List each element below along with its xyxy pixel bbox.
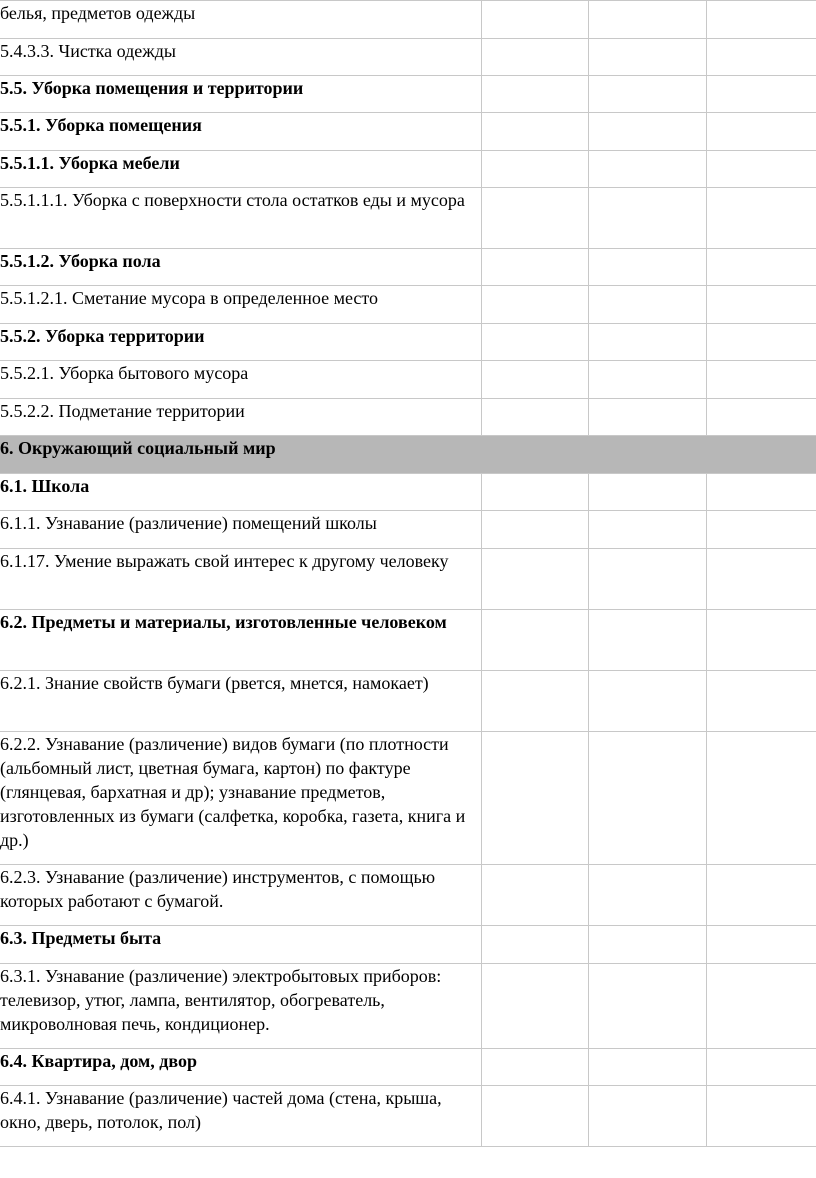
item-text-cell: 6.2.1. Знание свойств бумаги (рвется, мнется, намокает) bbox=[0, 671, 481, 732]
empty-cell bbox=[481, 113, 588, 151]
table-row bbox=[0, 39, 816, 76]
item-text-cell: 5.5.1.2.1. Сметание мусора в определенное место bbox=[0, 286, 481, 324]
item-text-cell: 6.1.17. Умение выражать свой интерес к другому человеку bbox=[0, 549, 481, 610]
table-row bbox=[0, 188, 816, 249]
curriculum-table-body bbox=[0, 1, 816, 1147]
section-title-cell: 6.1. Школа bbox=[0, 474, 481, 511]
empty-cell bbox=[706, 732, 816, 865]
empty-cell bbox=[706, 399, 816, 436]
table-row bbox=[0, 610, 816, 671]
empty-cell bbox=[706, 1086, 816, 1147]
item-text-cell: 6.2.2. Узнавание (различение) видов бумаги (по плотности (альбомный лист, цветная бумага, картон) по фактуре (глянцевая, бархатная и др); узнавание предметов, изготовленных из бумаги (салфетка, коробка, газета, книга и др.) bbox=[0, 732, 481, 865]
empty-cell bbox=[706, 113, 816, 151]
empty-cell bbox=[706, 188, 816, 249]
empty-cell bbox=[588, 732, 706, 865]
section-title-cell: 5.5.1.2. Уборка пола bbox=[0, 249, 481, 286]
empty-cell bbox=[706, 549, 816, 610]
empty-cell bbox=[481, 549, 588, 610]
empty-cell bbox=[481, 188, 588, 249]
empty-cell bbox=[481, 610, 588, 671]
empty-cell bbox=[706, 671, 816, 732]
empty-cell bbox=[706, 1, 816, 39]
empty-cell bbox=[481, 926, 588, 964]
empty-cell bbox=[706, 964, 816, 1049]
table-row bbox=[0, 399, 816, 436]
table-row bbox=[0, 76, 816, 113]
empty-cell bbox=[481, 399, 588, 436]
empty-cell bbox=[481, 1, 588, 39]
item-text-cell: белья, предметов одежды bbox=[0, 1, 481, 39]
item-text-cell: 6.1.1. Узнавание (различение) помещений школы bbox=[0, 511, 481, 549]
empty-cell bbox=[706, 610, 816, 671]
item-text-cell: 5.5.2.1. Уборка бытового мусора bbox=[0, 361, 481, 399]
item-text-cell: 6.3.1. Узнавание (различение) электробытовых приборов: телевизор, утюг, лампа, вентилятор, обогреватель, микроволновая печь, кондиционер. bbox=[0, 964, 481, 1049]
table-row bbox=[0, 286, 816, 324]
empty-cell bbox=[481, 964, 588, 1049]
table-row bbox=[0, 671, 816, 732]
empty-cell bbox=[706, 324, 816, 361]
empty-cell bbox=[588, 1, 706, 39]
empty-cell bbox=[588, 926, 706, 964]
table-row bbox=[0, 361, 816, 399]
table-row bbox=[0, 732, 816, 865]
item-text-cell: 6.4.1. Узнавание (различение) частей дома (стена, крыша, окно, дверь, потолок, пол) bbox=[0, 1086, 481, 1147]
section-title-cell: 6.3. Предметы быта bbox=[0, 926, 481, 964]
empty-cell bbox=[588, 188, 706, 249]
empty-cell bbox=[481, 249, 588, 286]
empty-cell bbox=[481, 39, 588, 76]
empty-cell bbox=[588, 511, 706, 549]
empty-cell bbox=[481, 286, 588, 324]
empty-cell bbox=[588, 964, 706, 1049]
section-header-row bbox=[0, 436, 816, 474]
empty-cell bbox=[481, 511, 588, 549]
item-text-cell: 6.2.3. Узнавание (различение) инструментов, с помощью которых работают с бумагой. bbox=[0, 865, 481, 926]
section-title-cell: 5.5. Уборка помещения и территории bbox=[0, 76, 481, 113]
empty-cell bbox=[481, 76, 588, 113]
empty-cell bbox=[706, 39, 816, 76]
empty-cell bbox=[481, 865, 588, 926]
section-title-cell: 5.5.2. Уборка территории bbox=[0, 324, 481, 361]
empty-cell bbox=[706, 361, 816, 399]
section-title-cell: 5.5.1. Уборка помещения bbox=[0, 113, 481, 151]
section-title-cell: 6. Окружающий социальный мир bbox=[0, 436, 816, 474]
empty-cell bbox=[481, 671, 588, 732]
empty-cell bbox=[588, 151, 706, 188]
item-text-cell: 5.5.1.1.1. Уборка с поверхности стола остатков еды и мусора bbox=[0, 188, 481, 249]
empty-cell bbox=[481, 151, 588, 188]
empty-cell bbox=[481, 361, 588, 399]
empty-cell bbox=[706, 926, 816, 964]
table-row bbox=[0, 151, 816, 188]
empty-cell bbox=[588, 249, 706, 286]
empty-cell bbox=[706, 151, 816, 188]
table-row bbox=[0, 549, 816, 610]
section-title-cell: 6.4. Квартира, дом, двор bbox=[0, 1049, 481, 1086]
empty-cell bbox=[481, 732, 588, 865]
table-row bbox=[0, 474, 816, 511]
table-row bbox=[0, 865, 816, 926]
table-row bbox=[0, 113, 816, 151]
empty-cell bbox=[588, 1049, 706, 1086]
empty-cell bbox=[481, 1049, 588, 1086]
empty-cell bbox=[588, 113, 706, 151]
item-text-cell: 5.4.3.3. Чистка одежды bbox=[0, 39, 481, 76]
table-row bbox=[0, 1086, 816, 1147]
table-row bbox=[0, 324, 816, 361]
empty-cell bbox=[706, 76, 816, 113]
empty-cell bbox=[706, 249, 816, 286]
table-row bbox=[0, 964, 816, 1049]
table-row bbox=[0, 926, 816, 964]
table-row bbox=[0, 1, 816, 39]
empty-cell bbox=[481, 1086, 588, 1147]
section-title-cell: 6.2. Предметы и материалы, изготовленные человеком bbox=[0, 610, 481, 671]
empty-cell bbox=[588, 1086, 706, 1147]
empty-cell bbox=[588, 324, 706, 361]
empty-cell bbox=[588, 399, 706, 436]
empty-cell bbox=[588, 671, 706, 732]
empty-cell bbox=[588, 610, 706, 671]
empty-cell bbox=[588, 549, 706, 610]
empty-cell bbox=[588, 39, 706, 76]
empty-cell bbox=[481, 474, 588, 511]
empty-cell bbox=[588, 474, 706, 511]
empty-cell bbox=[706, 286, 816, 324]
empty-cell bbox=[706, 511, 816, 549]
empty-cell bbox=[706, 474, 816, 511]
empty-cell bbox=[588, 76, 706, 113]
item-text-cell: 5.5.2.2. Подметание территории bbox=[0, 399, 481, 436]
empty-cell bbox=[588, 286, 706, 324]
table-row bbox=[0, 1049, 816, 1086]
table-row bbox=[0, 249, 816, 286]
empty-cell bbox=[481, 324, 588, 361]
empty-cell bbox=[588, 361, 706, 399]
empty-cell bbox=[706, 865, 816, 926]
table-row bbox=[0, 511, 816, 549]
section-title-cell: 5.5.1.1. Уборка мебели bbox=[0, 151, 481, 188]
empty-cell bbox=[588, 865, 706, 926]
empty-cell bbox=[706, 1049, 816, 1086]
